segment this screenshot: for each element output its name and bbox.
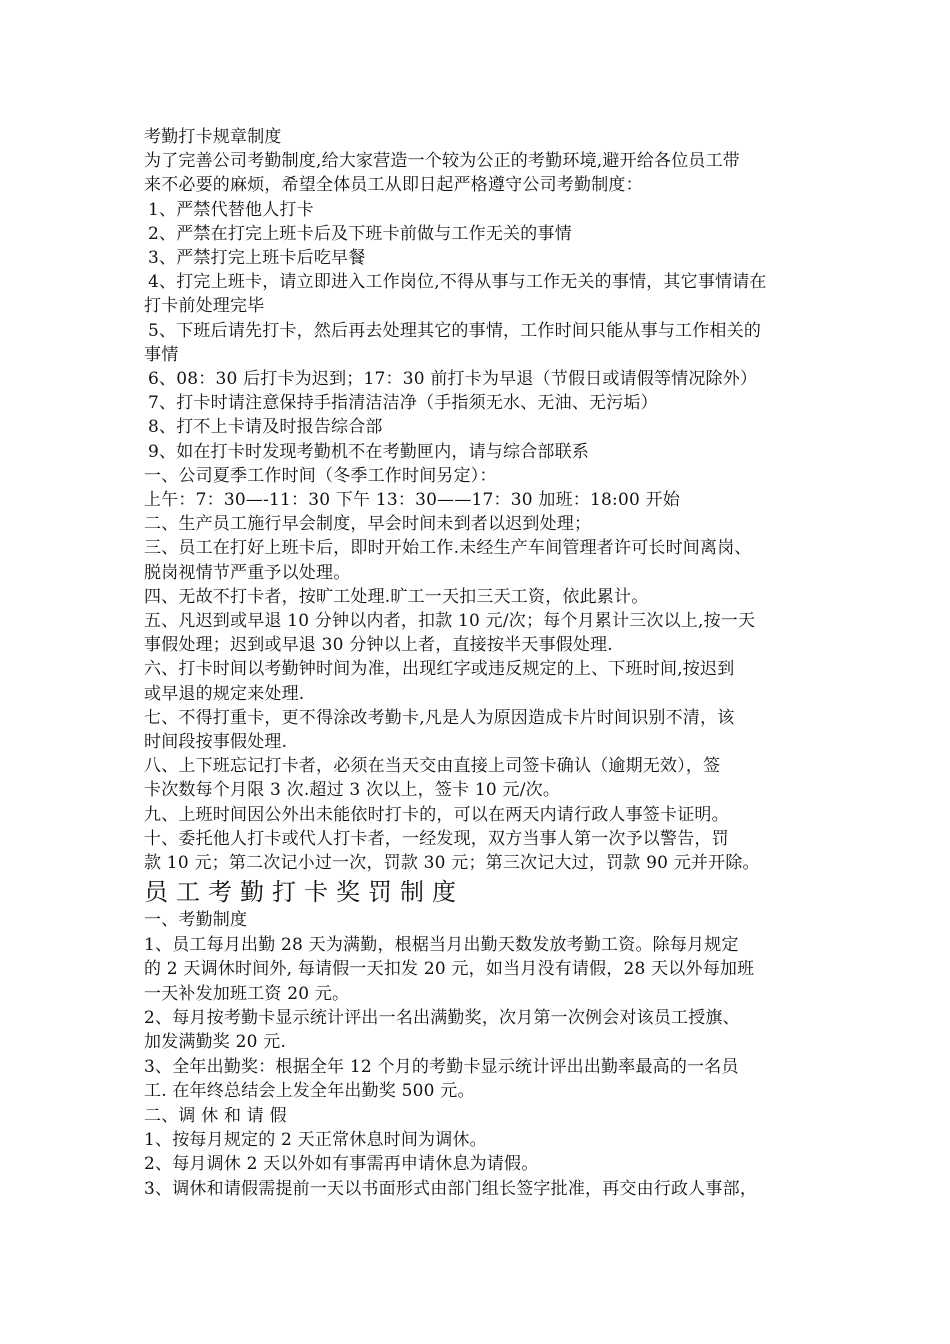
- rule-item: 5、下班后请先打卡，然后再去处理其它的事情，工作时间只能从事与工作相关的: [148, 320, 762, 341]
- section-line: 四、无故不打卡者，按旷工处理.旷工一天扣三天工资，依此累计。: [144, 586, 649, 607]
- part2-line: 一天补发加班工资 20 元。: [144, 983, 350, 1004]
- section-line: 卡次数每个月限 3 次.超过 3 次以上，签卡 10 元/次。: [144, 780, 561, 801]
- part2-line: 一、考勤制度: [144, 910, 248, 931]
- section-line: 三、员工在打好上班卡后，即时开始工作.未经生产车间管理者许可长时间离岗、: [144, 538, 752, 559]
- part2-line: 3、调休和请假需提前一天以书面形式由部门组长签字批准，再交由行政人事部，: [144, 1178, 758, 1199]
- part2-line: 2、每月按考勤卡显示统计评出一名出满勤奖，次月第一次例会对该员工授旗、: [144, 1007, 740, 1028]
- document-body: [144, 125, 816, 1201]
- section-line: 六、打卡时间以考勤钟时间为准，出现红字或违反规定的上、下班时间,按迟到: [144, 659, 735, 680]
- rule-item: 1、严禁代替他人打卡: [148, 199, 314, 220]
- rule-item: 3、严禁打完上班卡后吃早餐: [148, 248, 366, 269]
- rules-list: [144, 198, 816, 464]
- section-line: 八、上下班忘记打卡者，必须在当天交由直接上司签卡确认（逾期无效），签: [144, 756, 721, 777]
- rule-item: 7、打卡时请注意保持手指清洁洁净（手指须无水、无油、无污垢）: [148, 393, 658, 414]
- section-line: 十、委托他人打卡或代人打卡者，一经发现，双方当事人第一次予以警告，罚: [144, 828, 729, 849]
- part2-line: 1、按每月规定的 2 天正常休息时间为调休。: [144, 1129, 487, 1150]
- part2-line: 的 2 天调休时间外, 每请假一天扣发 20 元，如当月没有请假，28 天以外每加班: [144, 959, 755, 980]
- rule-item: 9、如在打卡时发现考勤机不在考勤匣内，请与综合部联系: [148, 441, 590, 462]
- reward-penalty-list: [144, 908, 816, 1201]
- rule-item: 8、打不上卡请及时报告综合部: [148, 417, 383, 438]
- part2-line: 加发满勤奖 20 元.: [144, 1032, 287, 1053]
- document-title: 考勤打卡规章制度: [144, 127, 282, 147]
- section-heading: 员工考勤打卡奖罚制度: [144, 878, 464, 907]
- sections-list: [144, 464, 816, 875]
- intro-line: 来不必要的麻烦，希望全体员工从即日起严格遵守公司考勤制度：: [144, 175, 643, 196]
- section-line: 脱岗视情节严重予以处理。: [144, 562, 351, 583]
- section-line: 七、不得打重卡，更不得涂改考勤卡,凡是人为原因造成卡片时间识别不清，该: [144, 707, 735, 728]
- section-line: 上午：7：30—-11：30 下午 13：30——17：30 加班：18:00 开始: [144, 490, 680, 511]
- rule-item: 4、打完上班卡，请立即进入工作岗位,不得从事与工作无关的事情，其它事情请在: [148, 272, 767, 293]
- part2-line: 2、每月调休 2 天以外如有事需再申请休息为请假。: [144, 1154, 539, 1175]
- rule-item-continued: 事情: [144, 344, 179, 365]
- section-line: 或早退的规定来处理.: [144, 683, 305, 704]
- part2-line: 3、全年出勤奖：根据全年 12 个月的考勤卡显示统计评出出勤率最高的一名员: [144, 1056, 739, 1077]
- part2-line: 二、调 休 和 请 假: [144, 1105, 287, 1126]
- section-line: 二、生产员工施行早会制度，早会时间未到者以迟到处理；: [144, 514, 592, 535]
- part2-line: 1、员工每月出勤 28 天为满勤，根椐当月出勤天数发放考勤工资。除每月规定: [144, 934, 739, 955]
- rule-item-continued: 打卡前处理完毕: [144, 296, 265, 317]
- rule-item: 6、08：30 后打卡为迟到；17：30 前打卡为早退（节假日或请假等情况除外）: [148, 369, 758, 390]
- section-line: 款 10 元；第二次记小过一次，罚款 30 元；第三次记大过，罚款 90 元并开除。: [144, 853, 760, 874]
- section-line: 事假处理；迟到或早退 30 分钟以上者，直接按半天事假处理.: [144, 635, 613, 656]
- part2-line: 工. 在年终总结会上发全年出勤奖 500 元。: [144, 1081, 475, 1102]
- rule-item: 2、严禁在打完上班卡后及下班卡前做与工作无关的事情: [148, 223, 572, 244]
- section-line: 五、凡迟到或早退 10 分钟以内者，扣款 10 元/次；每个月累计三次以上,按一天: [144, 611, 756, 632]
- intro-line: 为了完善公司考勤制度,给大家营造一个较为公正的考勤环境,避开给各位员工带: [144, 151, 741, 172]
- section-line: 时间段按事假处理.: [144, 732, 288, 753]
- section-line: 一、公司夏季工作时间（冬季工作时间另定）：: [144, 465, 497, 486]
- section-line: 九、上班时间因公外出未能依时打卡的，可以在两天内请行政人事签卡证明。: [144, 804, 729, 825]
